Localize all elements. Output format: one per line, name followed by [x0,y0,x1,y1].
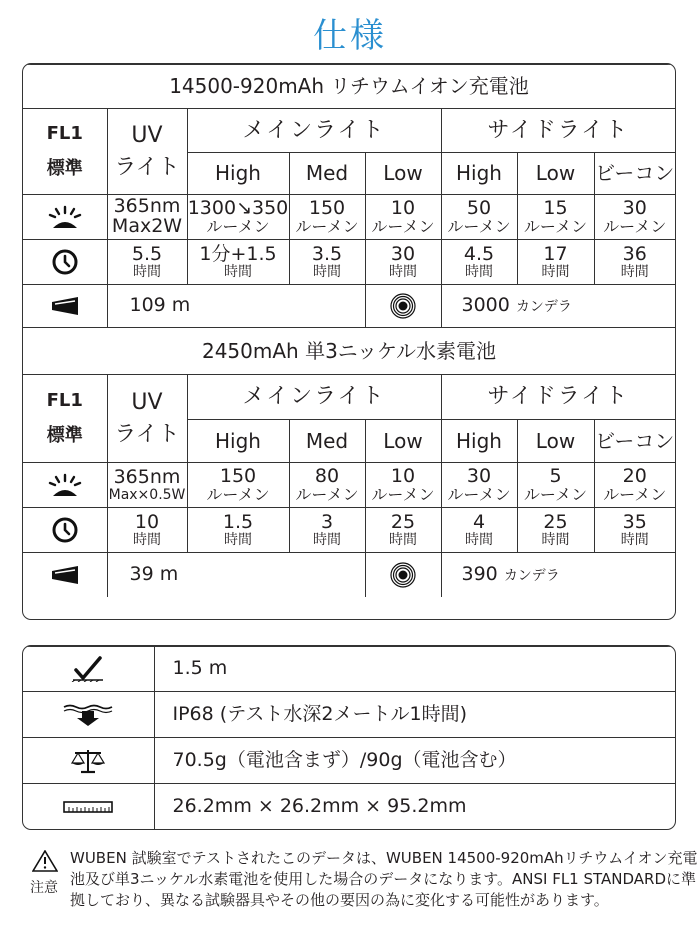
level-side-high: High [441,153,517,195]
level-main-low: Low [365,420,441,463]
runtime-unit: 時間 [313,263,341,280]
lumen-value: 5 [549,464,562,487]
battery-header-2: 2450mAh 単3ニッケル水素電池 [23,328,675,375]
main-light-header: メインライト [187,109,441,153]
weight-scale-icon [23,738,154,784]
dimensions-value: 26.2mm × 26.2mm × 95.2mm [154,784,675,830]
runtime-value: 30 [390,242,416,265]
lumen-unit: ルーメン [603,216,667,236]
beam-distance-value: 39 m [107,553,365,597]
lumen-cell [289,195,365,240]
weight-value: 70.5g（電池含まず）/90g（電池含む） [154,738,675,784]
side-light-header: サイドライト [441,375,675,420]
lumen-value: 150 [219,464,257,487]
runtime-cell [187,508,289,553]
runtime-unit: 時間 [620,531,649,548]
lumen-cell [187,463,289,508]
intensity-unit: カンデラ [503,567,560,584]
side-light-header: サイドライト [441,109,675,153]
runtime-unit: 時間 [541,531,570,548]
lumen-value: 150 [308,196,346,219]
page-title: 仕様 [313,16,387,56]
standard-text: 標準 [46,157,83,179]
fl1-text: FL1 [46,123,83,145]
lumen-cell [594,195,675,240]
fl1-standard-label [23,109,107,195]
lumen-unit: ルーメン [523,216,588,236]
lumen-cell [441,463,517,508]
uv-wavelength: 365nm [113,465,181,488]
uv-light-label [107,109,187,195]
lumen-value: 80 [314,464,340,487]
lumen-value: 30 [622,196,647,219]
battery-header-1: 14500-920mAh リチウムイオン充電池 [23,65,675,109]
level-side-beacon: ビーコン [594,153,675,195]
level-side-beacon: ビーコン [594,420,675,463]
runtime-unit: 時間 [465,263,493,280]
runtime-unit: 時間 [224,263,252,280]
note-text: WUBEN 試験室でテストされたこのデータは、WUBEN 14500-920mAhリチウムイオン充電池及び単3ニッケル水素電池を使用した場合のデータになります。ANSI FL1 STANDARDに準拠しており、異なる試験器具やその他の要因の為に変化する可能性があります。 [70,849,698,909]
standard-text: 標準 [46,424,83,446]
waterproof-value: IP68 (テスト水深2メートル1時間) [154,692,675,738]
level-side-low: Low [517,153,594,195]
uv-lumen-cell [107,195,187,240]
uv-wavelength: 365nm [113,195,181,218]
waterproof-icon [23,692,154,738]
lumen-unit: ルーメン [206,484,270,504]
lumen-unit: ルーメン [371,216,435,236]
uv-power: Max×0.5W [108,486,186,503]
warning-icon [32,850,58,878]
fl1-text: FL1 [46,390,83,412]
runtime-unit: 時間 [620,263,649,280]
runtime-cell [594,508,675,553]
lumen-cell [517,463,594,508]
runtime-value: 4.5 [463,242,495,265]
output-table [23,64,675,597]
uv-text: UV [131,122,163,148]
runtime-value: 3 [320,510,334,533]
runtime-value: 10 [134,510,160,533]
lumen-value: 15 [543,196,568,219]
runtime-cell [365,240,441,285]
intensity-icon [365,553,441,597]
light-text: ライト [114,421,180,447]
beam-distance-value: 109 m [107,285,365,328]
runtime-unit: 時間 [389,263,417,280]
level-main-low: Low [365,153,441,195]
brightness-icon [23,195,107,240]
runtime-unit: 時間 [133,263,161,280]
lumen-cell [517,195,594,240]
runtime-value: 25 [390,510,416,533]
runtime-cell [441,240,517,285]
lumen-value: 30 [466,464,492,487]
lumen-unit: ルーメン [371,484,435,504]
runtime-unit: 時間 [465,531,493,548]
intensity-unit: カンデラ [515,299,572,316]
intensity-value: 390 [461,562,498,585]
lumen-cell [441,195,517,240]
lumen-unit: ルーメン [447,216,511,236]
uv-light-label [107,375,187,463]
intensity-value: 3000 [461,294,510,317]
level-main-med: Med [289,420,365,463]
runtime-unit: 時間 [313,531,341,548]
lumen-cell [187,195,289,240]
lumen-cell [289,463,365,508]
level-main-med: Med [289,153,365,195]
runtime-cell [187,240,289,285]
level-main-high: High [187,153,289,195]
note-label: 注意 [30,880,58,896]
runtime-cell [517,508,594,553]
runtime-value: 36 [622,242,647,265]
runtime-value: 35 [622,510,647,533]
intensity-cell [441,553,675,597]
lumen-unit: ルーメン [206,216,270,236]
runtime-cell [289,508,365,553]
runtime-cell [594,240,675,285]
lumen-value: 10 [390,196,416,219]
lumen-unit: ルーメン [523,484,588,504]
runtime-cell [289,240,365,285]
ruler-icon [23,784,154,830]
lumen-value: 20 [622,464,647,487]
lumen-unit: ルーメン [295,216,359,236]
lumen-unit: ルーメン [603,484,667,504]
runtime-value: 17 [543,242,568,265]
lumen-unit: ルーメン [447,484,511,504]
lumen-value: 1300↘350 [187,196,289,219]
clock-icon [23,240,107,285]
lumen-cell [594,463,675,508]
runtime-cell [517,240,594,285]
level-side-low: Low [517,420,594,463]
specs-table [22,645,676,830]
intensity-cell [441,285,675,328]
runtime-value: 1分+1.5 [199,242,277,265]
brightness-icon [23,463,107,508]
fl1-standard-label [23,375,107,463]
lumen-cell [365,463,441,508]
uv-lumen-cell [107,463,187,508]
light-text: ライト [114,154,180,180]
impact-resistance-value: 1.5 m [154,647,675,692]
runtime-value: 1.5 [222,510,254,533]
runtime-cell [365,508,441,553]
lumen-unit: ルーメン [295,484,359,504]
runtime-value: 3.5 [311,242,343,265]
spec-table [22,63,676,620]
lumen-cell [365,195,441,240]
runtime-unit: 時間 [389,531,417,548]
runtime-value: 25 [543,510,568,533]
level-main-high: High [187,420,289,463]
beam-distance-icon [23,553,107,597]
runtime-unit: 時間 [133,531,161,548]
impact-resistance-icon [23,647,154,692]
runtime-value: 5.5 [131,242,163,265]
lumen-value: 10 [390,464,416,487]
uv-power: Max2W [111,215,183,237]
intensity-icon [365,285,441,328]
runtime-value: 4 [472,510,486,533]
beam-distance-icon [23,285,107,328]
lumen-value: 50 [466,196,492,219]
general-specs [23,646,675,830]
runtime-cell [107,240,187,285]
runtime-unit: 時間 [224,531,252,548]
level-side-high: High [441,420,517,463]
runtime-unit: 時間 [541,263,570,280]
main-light-header: メインライト [187,375,441,420]
runtime-cell [441,508,517,553]
clock-icon [23,508,107,553]
uv-text: UV [131,389,163,415]
runtime-cell [107,508,187,553]
